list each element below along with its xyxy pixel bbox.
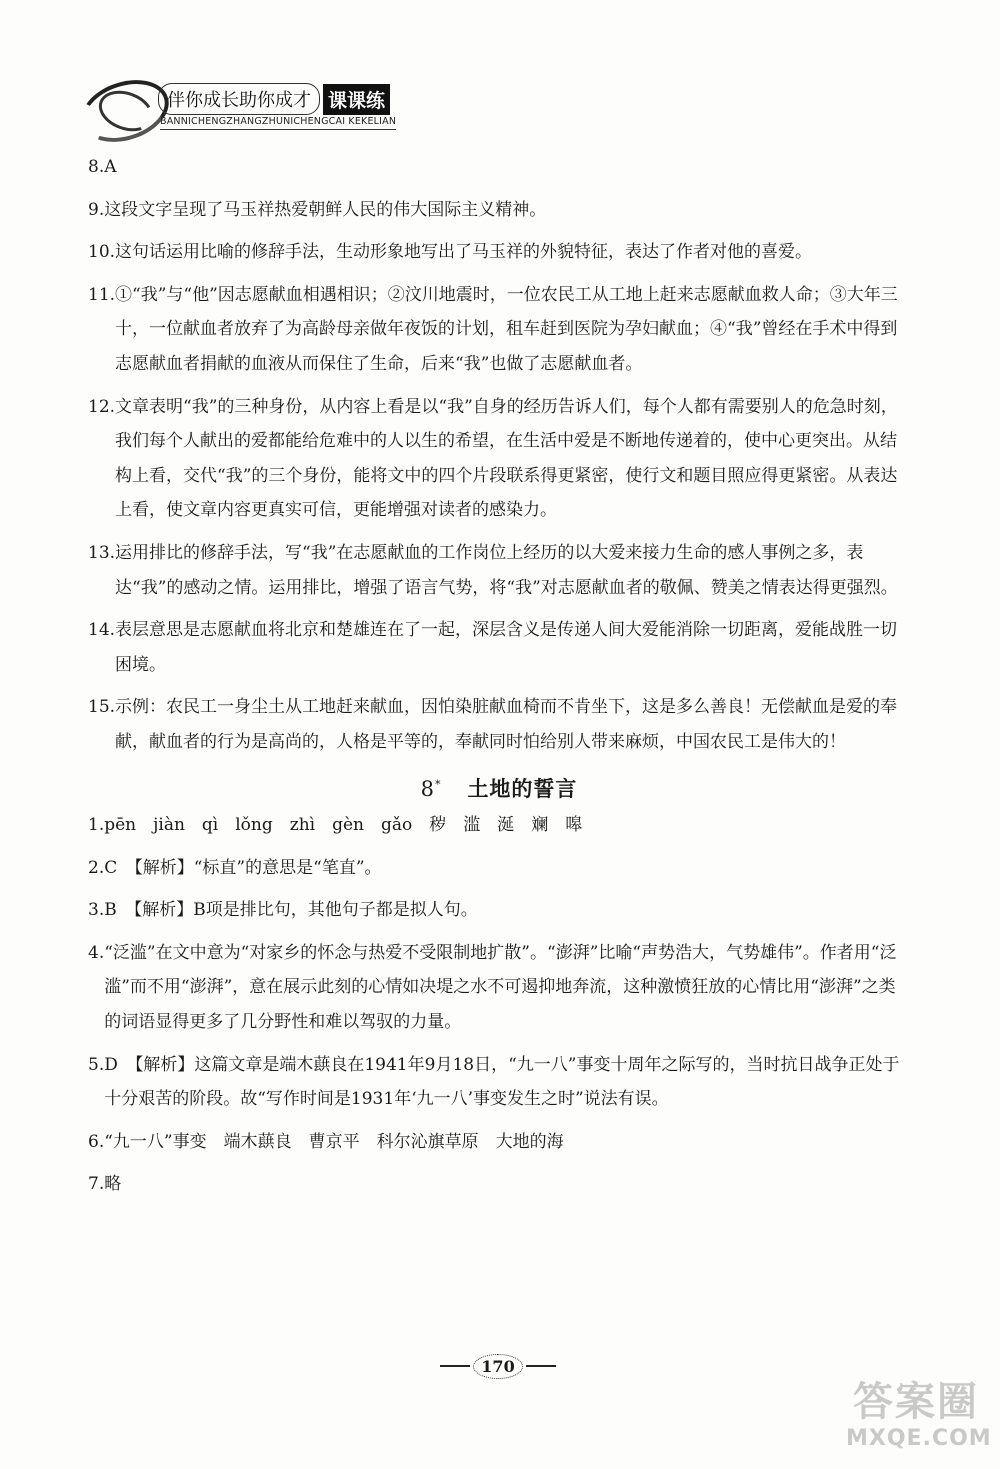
answer-item: [88, 235, 910, 270]
section-title: [88, 768, 910, 807]
answer-item: [88, 150, 910, 185]
header-pinyin: BANNICHENGZHANGZHUNICHENGCAI KEKELIAN: [160, 116, 396, 130]
item-number: 7.: [88, 1174, 105, 1195]
item-number: 14.: [88, 620, 116, 641]
item-text: 示例：农民工一身尘土从工地赶来献血，因怕染脏献血椅而不肯坐下，这是多么善良！无偿献血是爱的奉献，献血者的行为是高尚的，人格是平等的，奉献同时怕给别人带来麻烦，中国农民工是伟大的！: [115, 697, 898, 752]
item-text: 运用排比的修辞手法，写“我”在志愿献血的工作岗位上经历的以大爱来接力生命的感人事例之多，表达“我”的感动之情。运用排比，增强了语言气势，将“我”对志愿献血者的敬佩、赞美之情表达得更强烈。: [115, 542, 898, 598]
item-number: 9.: [88, 199, 105, 220]
answer-item: [88, 278, 910, 382]
answers-bottom: [88, 808, 910, 1202]
page-number-rule-right: [526, 1365, 556, 1367]
section-mark: *: [434, 777, 442, 791]
answer-item: [88, 936, 910, 1040]
item-number: 4.: [88, 942, 105, 963]
page-header: [80, 78, 420, 140]
item-text: 略: [104, 1174, 122, 1195]
item-number: 6.: [88, 1131, 105, 1152]
answer-item: [88, 390, 910, 528]
item-number: 10.: [88, 242, 116, 263]
item-text: 文章表明“我”的三种身份，从内容上看是以“我”自身的经历告诉人们，每个人都有需要别人的危急时刻，我们每个人献出的爱都能给危难中的人以生的希望，在生活中爱是不断地传递着的，使中心更突出。从结构上看，交代“我”的三个身份，能将文中的四个片段联系得更紧密，使行文和题目照应得更紧密。从表达上看，使文章内容更真实可信，更能增强对读者的感染力。: [115, 396, 898, 521]
item-text: A: [104, 157, 117, 177]
item-text: 这段文字呈现了马玉祥热爱朝鲜人民的伟大国际主义精神。: [104, 199, 547, 220]
page-number: [428, 1348, 568, 1384]
page-number-value: 170: [473, 1354, 522, 1379]
item-text: “泛滥”在文中意为“对家乡的怀念与热爱不受限制地扩散”。“澎湃”比喻“声势浩大，气势雄伟”。作者用“泛滥”而不用“澎湃”，意在展示此刻的心情如决堤之水不可遏抑地奔流，这种激愤狂放的心情比用“澎湃”之类的词语显得更多了几分野性和难以驾驭的力量。: [104, 942, 897, 1033]
answer-item: [88, 893, 910, 928]
item-text: pēn jiàn qì lǒng zhì gèn gǎo 秽 滥 涎 斓 嗥: [104, 815, 583, 836]
watermark-stamp: [846, 1378, 992, 1460]
answer-item: [88, 1048, 910, 1117]
slogan-text: 伴你成长助你成才: [158, 83, 320, 115]
item-number: 8.: [88, 157, 105, 177]
answer-item: [88, 193, 910, 228]
brand-name: 课课练: [323, 84, 390, 115]
header-slogan: [158, 84, 390, 114]
answer-item: [88, 808, 910, 843]
item-text: D 【解析】这篇文章是端木蕻良在1941年9月18日，“九一八”事变十周年之际写的，当时抗日战争正处于十分艰苦的阶段。故“写作时间是1931年‘九一八’事变发生之时”说法有误。: [104, 1054, 900, 1110]
answer-item: [88, 1125, 910, 1160]
item-text: 表层意思是志愿献血将北京和楚雄连在了一起，深层含义是传递人间大爱能消除一切距离，爱能战胜一切困境。: [115, 620, 898, 675]
answer-content: [88, 150, 910, 1210]
item-text: “九一八”事变 端木蕻良 曹京平 科尔沁旗草原 大地的海: [104, 1131, 564, 1152]
answer-item: [88, 851, 910, 886]
item-number: 2.: [88, 857, 105, 878]
item-text: C 【解析】“标直”的意思是“笔直”。: [104, 857, 382, 878]
answer-item: [88, 536, 910, 605]
item-number: 15.: [88, 697, 116, 718]
answers-top: [88, 150, 910, 760]
item-number: 1.: [88, 815, 105, 836]
item-text: ①“我”与“他”因志愿献血相遇相识；②汶川地震时，一位农民工从工地上赶来志愿献血救人命；③大年三十，一位献血者放弃了为高龄母亲做年夜饭的计划，租车赶到医院为孕妇献血；④“我”曾经在手术中得到志愿献血者捐献的血液从而保住了生命，后来“我”也做了志愿献血者。: [115, 284, 898, 374]
item-text: 这句话运用比喻的修辞手法，生动形象地写出了马玉祥的外貌特征，表达了作者对他的喜爱。: [115, 242, 813, 263]
item-number: 12.: [88, 396, 116, 417]
item-number: 3.: [88, 900, 105, 921]
answer-item: [88, 613, 910, 682]
item-number: 13.: [88, 542, 116, 563]
section-title-text: 土地的誓言: [467, 776, 578, 801]
item-number: 11.: [88, 284, 116, 305]
watermark-url: MXQE.COM: [846, 1426, 992, 1451]
watermark-text: 答案圈: [853, 1379, 979, 1425]
page-number-rule-left: [440, 1365, 470, 1367]
section-number: [421, 777, 442, 801]
answer-item: [88, 690, 910, 759]
item-number: 5.: [88, 1054, 105, 1075]
section-number-value: 8: [420, 776, 435, 801]
item-text: B 【解析】B项是排比句，其他句子都是拟人句。: [104, 900, 478, 921]
answer-item: [88, 1167, 910, 1202]
